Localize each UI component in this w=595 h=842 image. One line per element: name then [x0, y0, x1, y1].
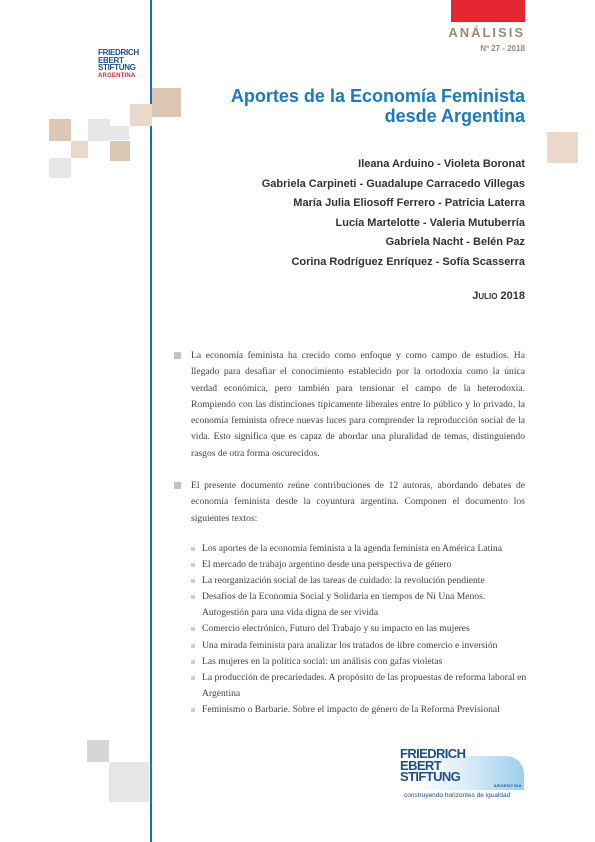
logo-line: FRIEDRICH [400, 746, 466, 761]
page-title [185, 86, 525, 126]
issue-number: Nº 27 - 2018 [480, 44, 525, 53]
list-item-text: Feminismo o Barbarie. Sobre el impacto de género de la Reforma Previsional [202, 703, 500, 715]
list-item-text: Desafíos de la Economía Social y Solidaria en tiempos de Ni Una Menos. Autogestión para una vida digna de ser vivida [202, 591, 486, 619]
decor-square [49, 119, 71, 141]
fes-logo-small [98, 49, 148, 79]
list-bullet [191, 708, 195, 712]
fes-logo-large [398, 748, 528, 804]
logo-line: STIFTUNG [400, 769, 461, 784]
abstract-paragraph: La economía feminista ha crecido como enfoque y como campo de estudios. Ha llegado para desafiar el conocimiento establecido por la ortodoxia como la única verdad económica, pero también para tensionar el campo de la heterodoxia. Rompiendo con las distinciones típicamente liberales entre lo público y lo privado, la economía feminista ofrece nuevas luces para comprender la reproducción social de la vida. Esto significa que es capaz de abordar una pluralidad de temas, distinguiendo rasgos de otra forma oscurecidos. [191, 350, 525, 459]
list-item-text: El mercado de trabajo argentino desde una perspectiva de género [202, 559, 452, 571]
list-item-text: Las mujeres en la política social: un análisis con gafas violetas [202, 655, 443, 667]
logo-line: FRIEDRICH [98, 48, 139, 57]
list-item-text: Comercio electrónico, Futuro del Trabajo y su impacto en las mujeres [202, 623, 470, 635]
author-line: Corina Rodríguez Enríquez - Sofía Scasserra [291, 255, 525, 268]
decor-square [87, 740, 109, 762]
list-bullet [191, 595, 195, 599]
author-line: Ileana Arduino - Violeta Boronat [358, 158, 525, 170]
list-bullet [191, 660, 195, 664]
list-item [191, 638, 531, 654]
author-line: María Julia Eliosoff Ferrero - Patricia Laterra [293, 197, 525, 209]
contents-list [191, 541, 531, 718]
list-bullet [191, 563, 195, 567]
paragraph-bullet [174, 352, 181, 359]
list-bullet [191, 547, 195, 551]
logo-country: ARGENTINA [493, 783, 522, 788]
logo-line: EBERT [98, 55, 124, 65]
list-item [191, 541, 531, 557]
decor-square [109, 762, 149, 802]
logo-tagline: construyendo horizontes de igualdad [404, 792, 511, 799]
decor-square [49, 158, 71, 178]
paragraph-bullet [174, 482, 181, 489]
list-item [191, 557, 531, 573]
vertical-rule [150, 0, 152, 842]
author-line: Gabriela Nacht - Belén Paz [385, 236, 525, 248]
list-item [191, 573, 531, 589]
list-item-text: La producción de precariedades. A propósito de las propuestas de reforma laboral en Argentina [202, 671, 527, 699]
decor-square [547, 132, 578, 163]
decor-square [88, 119, 110, 141]
list-bullet [191, 627, 195, 631]
title-line: Aportes de la Economía Feminista [230, 86, 525, 106]
list-item [191, 589, 531, 621]
header-red-bar [451, 0, 525, 22]
list-item [191, 621, 531, 637]
author-line: Lucía Martelotte - Valeria Mutuberría [335, 216, 525, 229]
author-line: Gabriela Carpineti - Guadalupe Carracedo Villegas [261, 177, 525, 190]
list-item-text: La reorganización social de las tareas de cuidado: la revolución pendiente [202, 575, 485, 587]
list-item-text: Los aportes de la economía feminista a la agenda feminista en América Latina [202, 543, 502, 554]
title-line: desde Argentina [384, 106, 525, 126]
publication-date: Julio 2018 [472, 290, 525, 302]
intro-paragraph: El presente documento reúne contribuciones de 12 autoras, abordando debates de economía feminista desde la coyuntura argentina. Componen el documento los siguientes textos: [191, 480, 525, 524]
list-bullet [191, 676, 195, 680]
logo-country: ARGENTINA [98, 72, 136, 79]
decor-square [130, 104, 152, 126]
author-list [185, 155, 525, 272]
list-bullet [191, 579, 195, 583]
series-label: ANÁLISIS [448, 25, 525, 40]
decor-square [152, 88, 181, 117]
list-item-text: Una mirada feminista para analizar los tratados de libre comercio e inversión [202, 639, 498, 651]
list-bullet [191, 644, 195, 648]
logo-line: STIFTUNG [98, 63, 136, 72]
decor-square [71, 141, 88, 158]
list-item [191, 702, 531, 718]
decor-square [110, 141, 130, 161]
decor-square [109, 126, 129, 140]
logo-line: EBERT [400, 757, 442, 773]
list-item [191, 670, 531, 702]
list-item [191, 654, 531, 670]
